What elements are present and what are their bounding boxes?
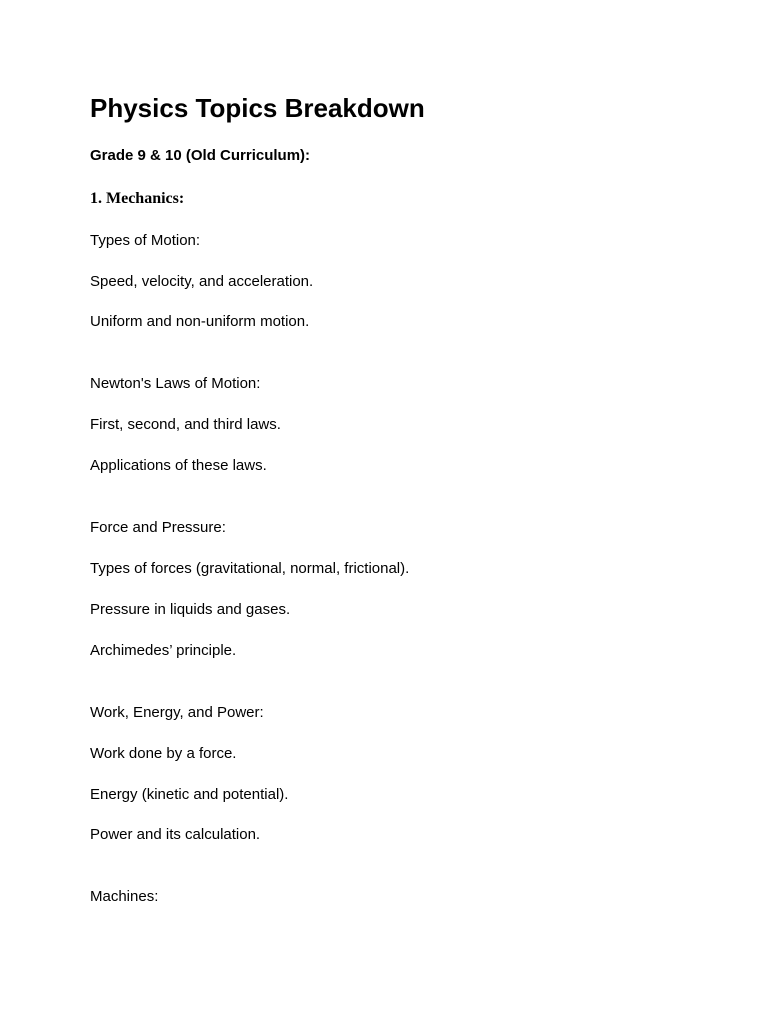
topic-item: Energy (kinetic and potential). [90,786,289,803]
topic-item: Pressure in liquids and gases. [90,601,291,618]
topic-heading-force-and-pressure: Force and Pressure: [90,519,226,536]
topic-heading-newtons-laws: Newton's Laws of Motion: [90,375,261,392]
topic-item: Uniform and non-uniform motion. [90,313,310,330]
topic-item: Work done by a force. [90,745,237,762]
topic-heading-types-of-motion: Types of Motion: [90,232,201,249]
topic-item: Applications of these laws. [90,457,267,474]
section-heading-mechanics: 1. Mechanics: [90,190,185,207]
topic-item: Archimedes’ principle. [90,642,237,659]
topic-item: Types of forces (gravitational, normal, frictional). [90,560,410,577]
topic-heading-work-energy-power: Work, Energy, and Power: [90,704,264,721]
topic-heading-machines: Machines: [90,888,159,905]
document-title: Physics Topics Breakdown [90,93,425,123]
curriculum-subtitle: Grade 9 & 10 (Old Curriculum): [90,147,311,164]
topic-item: Power and its calculation. [90,826,261,843]
topic-item: Speed, velocity, and acceleration. [90,273,314,290]
topic-item: First, second, and third laws. [90,416,281,433]
